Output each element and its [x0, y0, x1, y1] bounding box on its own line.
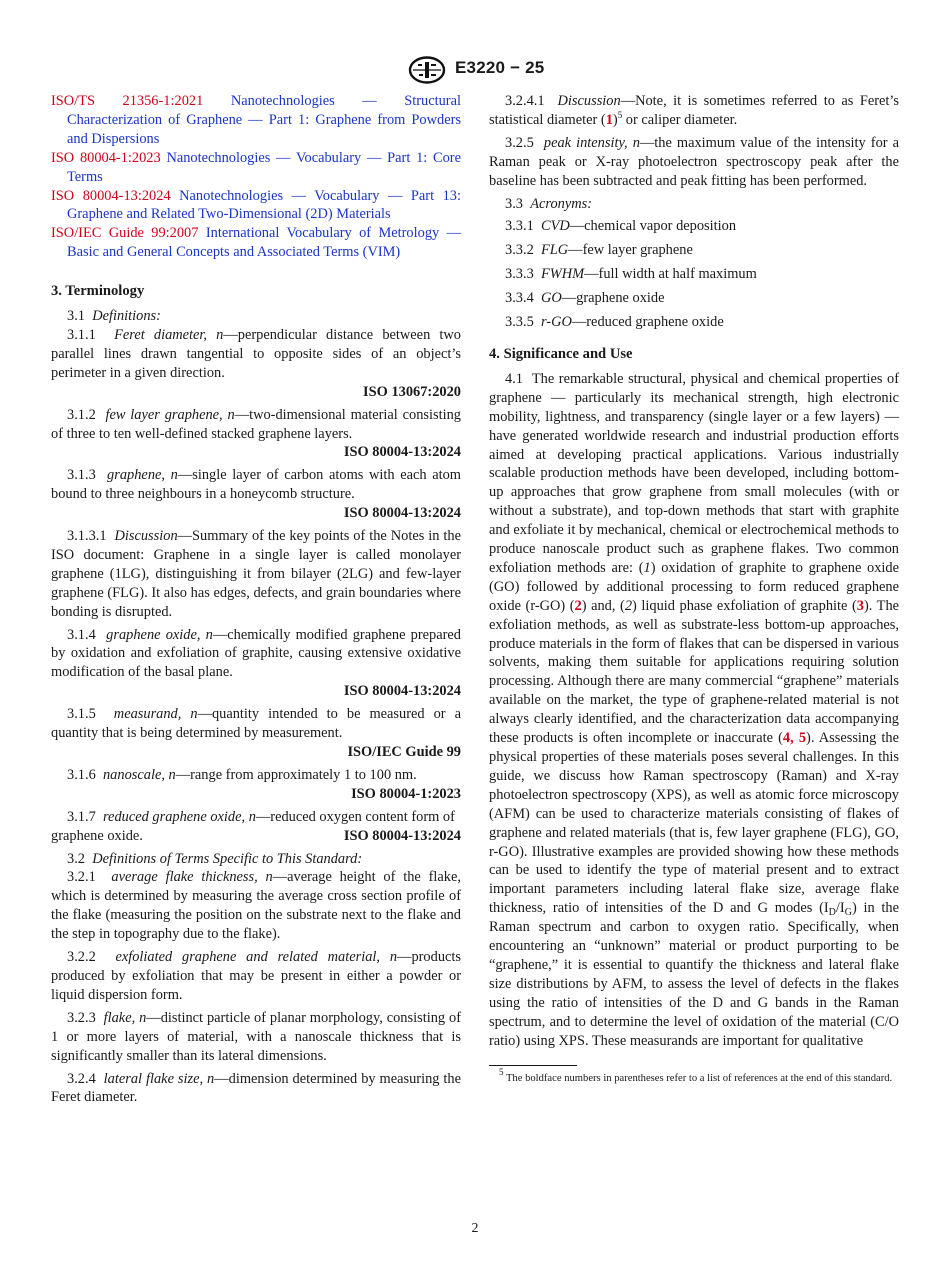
clause-number: 3.3.4 — [505, 290, 534, 307]
defined-term: few layer graphene, n — [105, 406, 235, 423]
definition-text: —distinct particle of planar morphology, consisting of 1 or more layers of material, with a nanoscale thickness that is significantly smaller than its lateral dimensions. — [51, 1009, 461, 1064]
acronym-expansion: —few layer graphene — [568, 242, 693, 259]
defined-term: graphene oxide, n — [106, 626, 213, 643]
clause-number: 3.1.7 — [67, 808, 96, 825]
paragraph-text: ). The exfoliation methods, as well as substrate-less bottom-up approaches, produce materials in the form of flakes that can be dispersed in various solvents, making them suitable for applications requiring solution processing. Although there are many commercial “graphene” materials available on the market, the type of graphene-related material is not always clearly identified, and the characterization data accompanying these products is often incomplete or inaccurate ( — [489, 597, 900, 747]
reference-standard-link[interactable]: ISO/IEC Guide 99:2007 — [51, 225, 199, 242]
definition-317 — [51, 808, 461, 846]
defined-term: average flake thickness, n — [111, 869, 273, 886]
reference-item — [51, 224, 461, 262]
acronym-expansion: —chemical vapor deposition — [569, 218, 737, 235]
definition-source: ISO 13067:2020 — [363, 383, 461, 400]
defined-term: flake, n — [103, 1009, 147, 1026]
definition-text: —single layer of carbon atoms with each atom bound to three neighbours in a honeycomb structure. — [51, 467, 461, 503]
paragraph-text: /I — [835, 900, 845, 917]
discussion-label: Discussion — [557, 93, 621, 109]
acronym: r-GO — [540, 314, 572, 331]
clause-number: 3.1.3.1 — [67, 528, 107, 545]
defined-term: nanoscale, n — [102, 766, 176, 783]
acronym-item — [505, 241, 899, 260]
subsection-heading — [51, 307, 461, 326]
definition-source: ISO/IEC Guide 99 — [347, 744, 461, 760]
defined-term: lateral flake size, n — [103, 1070, 215, 1087]
acronym-expansion: —full width at half maximum — [584, 266, 757, 283]
reference-item — [51, 92, 461, 149]
definition-text: —products produced by exfoliation that may be present in either a powder or liquid dispersion form. — [51, 949, 461, 1003]
clause-label: Acronyms: — [530, 195, 593, 212]
reference-link[interactable]: 1 — [605, 111, 613, 128]
footnote-text: The boldface numbers in parentheses refer to a list of references at the end of this standard. — [503, 1072, 893, 1084]
footnote-marker[interactable]: 5 — [617, 109, 623, 120]
discussion-3241 — [489, 92, 899, 130]
paragraph-text: ) in the Raman spectrum and carbon to oxygen ratio. Specifically, when encountering an “unknown” material or product purporting to be “graphene,” it is essential to quantify the thickness and lateral flake size distributions by AFM, to assess the level of defects in the flakes using the ratio of intensities of the D and G bands in the Raman spectrum, and to determine the level of oxidation of the material (C/O ratio) using XPS. These measurands are important for qualitative — [489, 900, 900, 1049]
definition-324 — [51, 1070, 461, 1108]
definition-314 — [51, 626, 461, 683]
reference-title-link[interactable]: Nanotechnologies — Structural Characterization of Graphene — Part 1: Graphene from Powders and Dispersions — [67, 93, 461, 147]
definition-316 — [51, 766, 461, 785]
reference-separator: , — [790, 730, 799, 747]
footnote — [489, 1066, 899, 1086]
acronym: GO — [540, 290, 562, 307]
subsection-heading — [51, 850, 461, 869]
paragraph-text: ) oxidation of graphite to graphene oxide (GO) followed by additional processing to form reduced graphene oxide (r-GO) ( — [489, 559, 899, 614]
reference-link[interactable]: 5 — [798, 730, 807, 747]
definition-325 — [489, 134, 899, 191]
paragraph-text: ). Assessing the physical properties of these materials poses several challenges. In this guide, we discuss how Raman spectroscopy (Raman) and X-ray photoelectron spectroscopy (XPS), as well as atomic force microscopy (AFM) can be used to characterize materials consisting of flakes of graphene and related materials (that is, few layer graphene (FLG), GO, r-GO). Illustrative examples are provided showing how these methods can be used to identify the type of material present and to extract important parameters including lateral flake size, average flake thickness, ratio of intensities of the D and G modes (I — [489, 730, 899, 917]
acronym-item — [505, 217, 899, 236]
discussion-text: —Note, it is sometimes referred to as Feret’s statistical diameter ( — [489, 93, 899, 128]
reference-item — [51, 187, 461, 225]
reference-title-link[interactable]: Nanotechnologies — Vocabulary — Part 13: Graphene and Related Two-Dimensional (2D) Materials — [67, 187, 461, 223]
section-heading: 3. Terminology — [51, 283, 145, 300]
defined-term: peak intensity, n — [543, 134, 640, 151]
paragraph-41 — [489, 370, 899, 1051]
discussion-label: Discussion — [114, 528, 178, 545]
definition-text: —range from approximately 1 to 100 nm. — [175, 766, 417, 783]
subscript: G — [844, 907, 852, 919]
astm-logo-icon — [408, 56, 446, 84]
definition-text: —average height of the flake, which is determined by measuring the average cross section profile of the flake (measuring the position on the substrate next to the flake and the step in topography due to the flake). — [51, 869, 461, 943]
discussion-text: or caliper diameter. — [622, 111, 738, 128]
page-header — [0, 56, 950, 84]
definition-source: ISO 80004-13:2024 — [343, 444, 461, 461]
reference-title-link[interactable]: International Vocabulary of Metrology — Basic and General Concepts and Associated Terms (VIM) — [67, 225, 461, 261]
paragraph-text: The remarkable structural, physical and chemical properties of graphene — particularly its mechanical strength, high electronic mobility, lightness, and transparency (single layer or a few layers) — have generated worldwide research and industrial production efforts aimed at developing practical applications. Various industrially scalable production methods have been developed, including bottom-up approaches that grow graphene from small molecules (with or without a substrate), and top-down methods that start with graphite and exfoliate it by mechanical, chemical or electrochemical methods to produce nanoscale product such as graphene flakes. Two common exfoliation methods are: ( — [489, 370, 899, 576]
definition-text: —the maximum value of the intensity for a Raman peak or X-ray photoelectron spectroscopy peak after the baseline has been subtracted and peak fitting has been performed. — [489, 134, 899, 189]
defined-term: measurand, n — [113, 706, 198, 723]
punctuation: ) — [612, 111, 618, 128]
clause-label: Definitions of Terms Specific to This Standard: — [92, 850, 363, 867]
clause-number: 3.1.2 — [67, 406, 96, 423]
definition-text: —quantity intended to be measured or a quantity that is being determined by measurement. — [51, 706, 461, 742]
definition-text: —reduced oxygen content form of graphene oxide. — [51, 808, 455, 844]
definition-source: ISO 80004-1:2023 — [351, 785, 461, 802]
clause-number: 3.3.2 — [505, 242, 534, 259]
definition-text: —perpendicular distance between two parallel lines drawn tangential to opposite sides of an object’s perimeter in a given direction. — [51, 326, 461, 381]
discussion-3131 — [51, 527, 461, 622]
subscript: D — [828, 907, 836, 919]
section-heading: 4. Significance and Use — [489, 345, 633, 362]
reference-standard-link[interactable]: ISO/TS 21356-1:2021 — [51, 93, 204, 109]
clause-number: 3.2.1 — [67, 869, 96, 886]
definition-source: ISO 80004-13:2024 — [343, 505, 461, 522]
clause-number: 3.2 — [67, 850, 85, 867]
reference-item — [51, 149, 461, 187]
definition-311 — [51, 326, 461, 383]
defined-term: exfoliated graphene and related material, n — [115, 949, 398, 966]
reference-link[interactable]: 3 — [856, 597, 864, 614]
clause-number: 3.1.4 — [67, 626, 96, 643]
clause-number: 3.3.1 — [505, 218, 534, 235]
clause-number: 3.1.5 — [67, 706, 96, 723]
clause-number: 3.3.5 — [505, 314, 534, 331]
defined-term: graphene, n — [107, 467, 178, 484]
reference-standard-link[interactable]: ISO 80004-1:2023 — [51, 149, 161, 166]
footnote-divider — [489, 1065, 577, 1066]
clause-number: 3.2.5 — [505, 134, 534, 151]
enumeration: 1 — [643, 559, 651, 576]
discussion-text: —Summary of the key points of the Notes in the ISO document: Graphene in a single layer is called monolayer graphene (1LG), distinguishing it from bilayer (2LG) and few-layer graphene (FLG). It also has edges, defects, and grain boundaries where bonding is disrupted. — [51, 528, 461, 620]
definition-text: —chemically modified graphene prepared by oxidation and exfoliation of graphite, causing extensive oxidative modification of the basal plane. — [51, 626, 461, 681]
clause-number: 3.3 — [505, 195, 523, 212]
paragraph-text: ) liquid phase exfoliation of graphite ( — [632, 597, 857, 614]
clause-number: 3.1.3 — [67, 467, 96, 484]
page-number: 2 — [471, 1221, 479, 1236]
footnote-marker: 5 — [499, 1066, 504, 1077]
acronym-expansion: —graphene oxide — [561, 290, 665, 307]
definition-source: ISO 80004-13:2024 — [343, 827, 461, 844]
clause-number: 4.1 — [505, 370, 523, 387]
subsection-heading — [489, 195, 899, 214]
acronym-item — [505, 289, 899, 308]
definition-text: —two-dimensional material consisting of three to ten well-defined stacked graphene layers. — [51, 406, 461, 442]
document-designation: E3220 − 25 — [455, 58, 545, 77]
acronym: CVD — [540, 218, 570, 235]
paragraph-text: ) and, ( — [581, 597, 625, 614]
clause-number: 3.2.4 — [67, 1070, 96, 1087]
clause-number: 3.1.1 — [67, 326, 96, 343]
reference-title-link[interactable]: Nanotechnologies — Vocabulary — Part 1: Core Terms — [67, 149, 461, 185]
clause-number: 3.2.2 — [67, 949, 96, 966]
acronym: FLG — [540, 242, 569, 259]
clause-number: 3.1 — [67, 308, 85, 325]
clause-number: 3.2.3 — [67, 1009, 96, 1026]
definition-322 — [51, 948, 461, 1005]
clause-label: Definitions: — [92, 308, 161, 325]
acronym: FWHM — [540, 266, 585, 283]
definition-313 — [51, 466, 461, 504]
clause-number: 3.3.3 — [505, 266, 534, 283]
definition-323 — [51, 1009, 461, 1066]
defined-term: Feret diameter, n — [114, 326, 224, 343]
reference-standard-link[interactable]: ISO 80004-13:2024 — [51, 187, 171, 204]
acronym-expansion: —reduced graphene oxide — [571, 314, 724, 331]
defined-term: reduced graphene oxide, n — [102, 808, 256, 825]
definition-source: ISO 80004-13:2024 — [343, 683, 461, 700]
clause-number: 3.1.6 — [67, 766, 96, 783]
clause-number: 3.2.4.1 — [505, 93, 545, 109]
enumeration: 2 — [624, 597, 633, 614]
reference-link[interactable]: 2 — [574, 597, 582, 614]
acronym-item — [505, 265, 899, 284]
reference-link[interactable]: 4 — [782, 730, 791, 747]
acronym-item — [505, 313, 899, 332]
left-column — [51, 92, 461, 1107]
right-column — [489, 92, 899, 1086]
definition-text: —dimension determined by measuring the Feret diameter. — [51, 1070, 462, 1106]
definition-321 — [51, 868, 461, 944]
definition-312 — [51, 406, 461, 444]
definition-315 — [51, 705, 461, 743]
